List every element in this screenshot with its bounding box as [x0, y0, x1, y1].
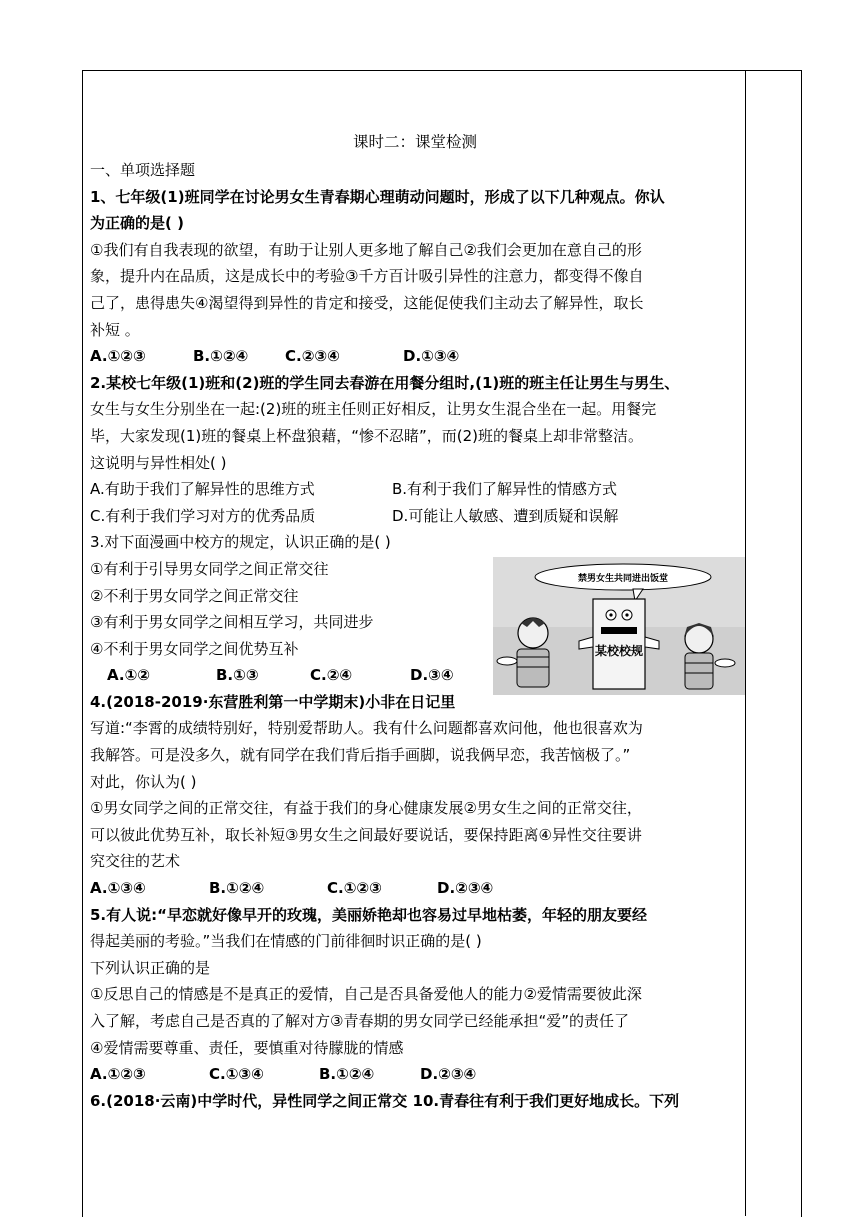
q5-statement-line-3: ④爱情需要尊重、责任，要慎重对待朦胧的情感	[90, 1038, 404, 1057]
q4-option-b: B.①②④	[209, 879, 265, 898]
q1-statement-line-3: 己了，患得患失④渴望得到异性的肯定和接受，这能促使我们主动去了解异性，取长	[90, 293, 644, 312]
q3-statement-4: ④不利于男女同学之间优势互补	[90, 639, 299, 658]
q1-option-c: C.②③④	[285, 347, 340, 366]
sign-right-pupil	[625, 613, 628, 616]
q4-stem-line-3: 我解答。可是没多久，就有同学在我们背后指手画脚，说我俩早恋，我苦恼极了。”	[90, 746, 631, 765]
q5-statement-line-2: 入了解，考虑自己是否真的了解对方③青春期的男女同学已经能承担“爱”的责任了	[90, 1012, 629, 1030]
q2-option-b: B.有利于我们了解异性的情感方式	[392, 480, 618, 499]
q4-statement-line-2: 可以彼此优势互补，取长补短③男女生之间最好要说话，要保持距离④异性交往要讲	[90, 825, 642, 844]
section-heading: 一、单项选择题	[90, 161, 196, 179]
q4-statement-line-1: ①男女同学之间的正常交往，有益于我们的身心健康发展②男女生之间的正常交往，	[90, 799, 642, 818]
cartoon-sign-text: 某校校规	[594, 644, 644, 658]
q1-options	[90, 343, 740, 370]
q2-stem-line-1: 2.某校七年级(1)班和(2)班的学生同去春游在用餐分组时,(1)班的班主任让男生与男生、	[90, 373, 680, 392]
q3-option-a: A.①②	[107, 666, 150, 685]
q3-statement-2: ②不利于男女同学之间正常交往	[90, 586, 299, 605]
q1-statement-line-1: ①我们有自我表现的欲望，有助于让别人更多地了解自己②我们会更加在意自己的形	[90, 240, 642, 259]
cartoon-banner-text: 禁男女生共同进出饭堂	[577, 574, 669, 584]
sign-bar	[601, 627, 637, 634]
q4-statement-line-3: 究交往的艺术	[90, 852, 181, 871]
q3-statement-1: ①有利于引导男女同学之间正常交往	[90, 559, 329, 578]
q1-statement-line-4: 补短 。	[90, 320, 140, 339]
q5-stem-line-3: 下列认识正确的是	[90, 958, 211, 977]
q5-option-b: B.①②④	[319, 1065, 375, 1084]
q1-option-d: D.①③④	[403, 347, 460, 366]
table-column-divider	[745, 70, 746, 1216]
sign-left-pupil	[609, 613, 612, 616]
q2-option-d: D.可能让人敏感、遭到质疑和误解	[392, 506, 619, 525]
q3-option-b: B.①③	[216, 666, 259, 685]
q2-option-c: C.有利于我们学习对方的优秀品质	[90, 506, 316, 525]
q1-stem-line-2: 为正确的是( )	[90, 214, 184, 233]
q5-stem-line-2: 得起美丽的考验。”当我们在情感的门前徘徊时识正确的是( )	[90, 932, 482, 951]
q2-options-row-1	[90, 476, 740, 503]
q5-option-a: A.①②③	[90, 1065, 146, 1084]
q5-option-c: C.①③④	[209, 1065, 264, 1084]
girl-bowl	[715, 659, 735, 667]
q4-stem-line-4: 对此，你认为( )	[90, 772, 197, 791]
q6-stem-line-1: 6.(2018·云南)中学时代，异性同学之间正常交 10.青春往有利于我们更好地成长。下列	[90, 1091, 680, 1110]
q4-options	[90, 875, 740, 902]
q1-option-b: B.①②④	[193, 347, 249, 366]
q5-statement-line-1: ①反思自己的情感是不是真正的爱情，自己是否具备爱他人的能力②爱情需要彼此深	[90, 985, 642, 1004]
q2-stem-line-3: 毕，大家发现(1)班的餐桌上杯盘狼藉，“惨不忍睹”，而(2)班的餐桌上却非常整洁。	[90, 426, 644, 445]
q3-statement-3: ③有利于男女同学之间相互学习，共同进步	[90, 613, 374, 632]
q5-stem-line-1: 5.有人说:“早恋就好像早开的玫瑰，美丽娇艳却也容易过早地枯萎，年轻的朋友要经	[90, 905, 647, 924]
q1-statement-line-2: 象，提升内在品质，这是成长中的考验③千方百计吸引异性的注意力，都变得不像自	[90, 267, 644, 286]
school-rule-cartoon	[493, 557, 745, 695]
q3-stem: 3.对下面漫画中校方的规定，认识正确的是( )	[90, 533, 391, 552]
q1-stem-line-1: 1、七年级(1)班同学在讨论男女生青春期心理萌动问题时，形成了以下几种观点。你认	[90, 187, 665, 206]
q4-option-a: A.①③④	[90, 879, 146, 898]
q3-option-d: D.③④	[410, 666, 454, 685]
q4-stem-line-2: 写道:“李霄的成绩特别好，特别爱帮助人。我有什么问题都喜欢问他，他也很喜欢为	[90, 719, 643, 738]
q4-option-d: D.②③④	[437, 879, 494, 898]
q5-options	[90, 1061, 740, 1088]
girl-body	[685, 653, 713, 689]
q2-stem-line-2: 女生与女生分别坐在一起:(2)班的班主任则正好相反，让男女生混合坐在一起。用餐完	[90, 400, 657, 419]
boy-bowl	[497, 657, 517, 665]
q2-options-row-2	[90, 503, 740, 530]
q5-option-d: D.②③④	[420, 1065, 477, 1084]
q4-option-c: C.①②③	[327, 879, 382, 898]
q2-option-a: A.有助于我们了解异性的思维方式	[90, 480, 315, 499]
q4-stem-line-1: 4.(2018-2019·东营胜利第一中学期末)小非在日记里	[90, 692, 456, 711]
q3-option-c: C.②④	[310, 666, 353, 685]
q1-option-a: A.①②③	[90, 347, 146, 366]
page-title: 课时二：课堂检测	[352, 133, 477, 151]
q2-stem-line-4: 这说明与异性相处( )	[90, 453, 227, 472]
boy-body	[517, 649, 549, 687]
